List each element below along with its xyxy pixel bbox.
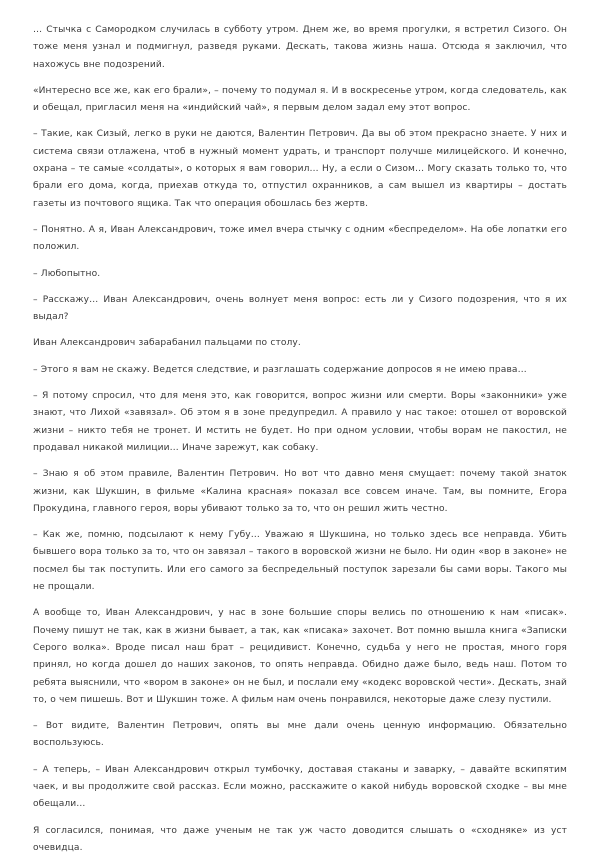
paragraph: … Стычка с Самородком случилась в субботу утром. Днем же, во время прогулки, я встретил Сизого. Он тоже меня узнал и подмигнул, разведя руками. Дескать, такова жизнь наша. Отсюда я заключил, что нахожусь вне подозрений. [33,25,567,70]
paragraph: – Расскажу… Иван Александрович, очень волнует меня вопрос: есть ли у Сизого подозрения, что я их выдал? [33,294,567,323]
paragraph: – Понятно. А я, Иван Александрович, тоже имел вчера стычку с одним «беспределом». На обе лопатки его положил. [33,224,567,253]
paragraph: – Как же, помню, подсылают к нему Губу… Уважаю я Шукшина, но только здесь все неправда. Убить бывшего вора только за то, что он завязал – такого в воровской жизни не было. Ни один «вор в законе» не посмел бы так поступить. Или его самого за беспредельный поступок зарезали бы сами воры. Такого мы не прощали. [33,530,567,593]
paragraph: Иван Александрович забарабанил пальцами по столу. [33,338,301,349]
paragraph: – Я потому спросил, что для меня это, как говорится, вопрос жизни или смерти. Воры «законники» уже знают, что Лихой «завязал». Об этом я в зоне предупредил. А правило у нас такое: отошел от воровской жизни – никто тебя не тронет. И мстить не будет. Но при одном условии, чтобы ворам не пакостил, не продавал никакой милиции… Иначе зарежут, как собаку. [33,391,567,453]
paragraph: – Такие, как Сизый, легко в руки не даются, Валентин Петрович. Да вы об этом прекрасно знаете. У них и система связи отлажена, чтоб в нужный момент удрать, и транспорт получше милицейского. И конечно, охрана – те самые «солдаты», о которых я вам говорил… Ну, а если о Сизом… Могу сказать только то, что брали его дома, когда, приехав откуда то, отпустил охранников, а сам вышел из квартиры – достать газеты из почтового ящика. Так что операция обошлась без жертв. [33,129,567,209]
document-text-body [33,22,567,857]
paragraph: Я согласился, понимая, что даже ученым не так уж часто доводится слышать о «сходняке» из уст очевидца. [33,825,567,853]
paragraph: – А теперь, – Иван Александрович открыл тумбочку, доставая стаканы и заварку, – давайте вскипятим чаек, и вы продолжите свой рассказ. Если можно, расскажите о какой нибудь воровской сходке – вы мне обещали… [33,764,567,810]
paragraph: – Любопытно. [33,268,101,279]
paragraph: – Вот видите, Валентин Петрович, опять вы мне дали очень ценную информацию. Обязательно воспользуюсь. [33,721,567,749]
paragraph: – Знаю я об этом правиле, Валентин Петрович. Но вот что давно меня смущает: почему такой знаток жизни, как Шукшин, в фильме «Калина красная» показал все совсем иначе. Там, вы помните, Егора Прокудина, главного героя, воры убивают только за то, что он решил жить честно. [33,469,567,514]
paragraph: – Этого я вам не скажу. Ведется следствие, и разглашать содержание допросов я не имею права… [33,364,527,375]
paragraph: А вообще то, Иван Александрович, у нас в зоне большие споры велись по отношению к нам «писак». Почему пишут не так, как в жизни бывает, а так, как «писака» захочет. Вот помню вышла книга «Записки Серого волка». Вроде писал наш брат – рецидивист. Конечно, судьба у него не простая, много горя принял, но когда дошел до наших законов, то опять неправда. Обидно даже было, ведь наш. Потом то ребята выяснили, что «вором в законе» он не был, и послали ему «кодекс воровской чести». Дескать, знай то, о чем пишешь. Вот и Шукшин тоже. А фильм нам очень понравился, некоторые даже слезу пустили. [33,608,567,705]
paragraph: «Интересно все же, как его брали», – почему то подумал я. И в воскресенье утром, когда следователь, как и обещал, пригласил меня на «индийский чай», я первым делом задал ему этот вопрос. [33,85,567,114]
